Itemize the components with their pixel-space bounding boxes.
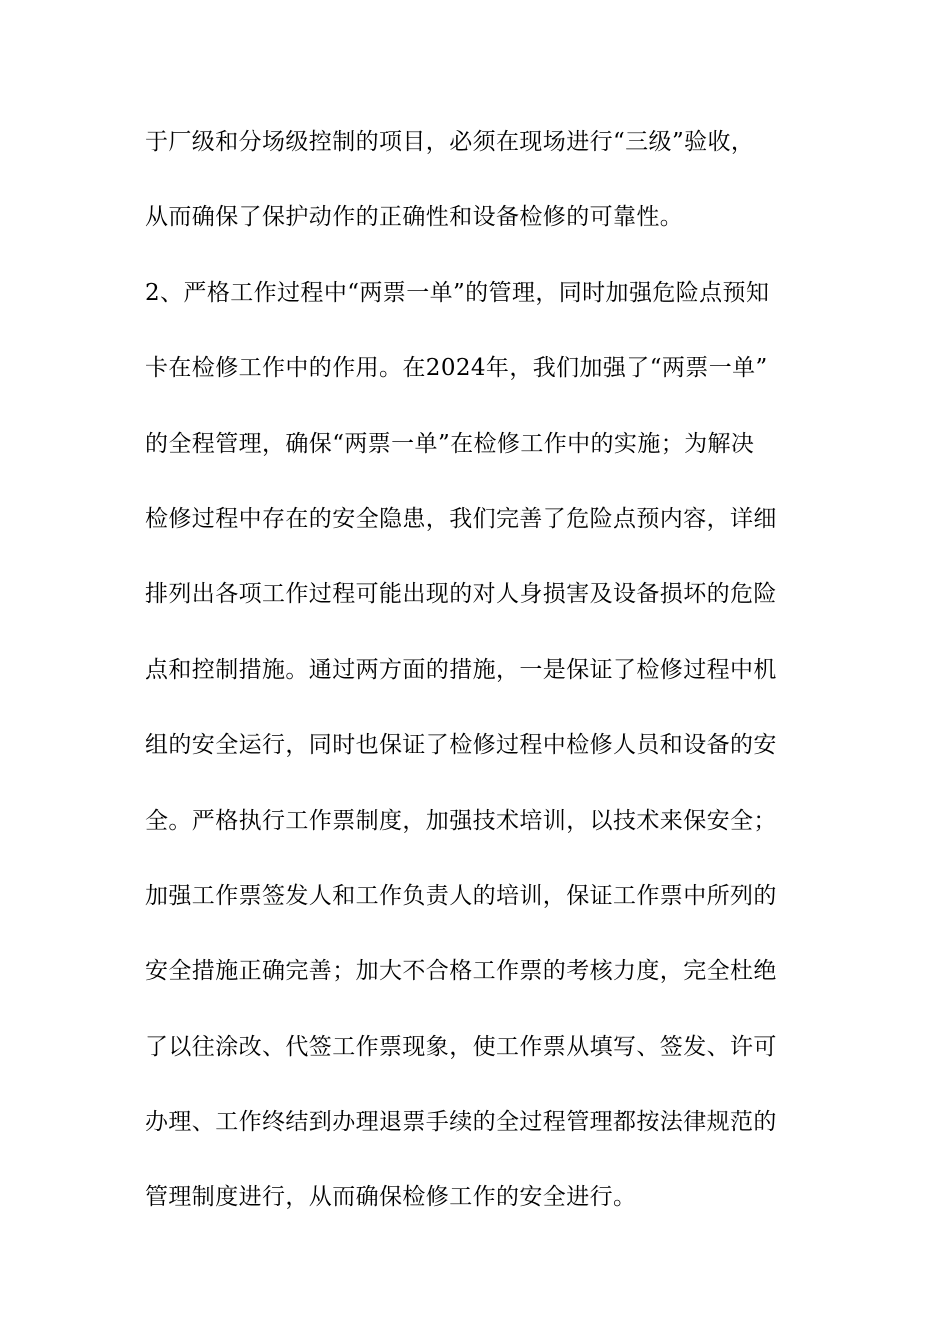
- text-line-10: 全。严格执行工作票制度，加强技术培训，以技术来保安全；: [145, 807, 777, 834]
- text-line-1: 于厂级和分场级控制的项目，必须在现场进行“三级”验收，: [145, 129, 755, 155]
- text-line-15: 管理制度进行，从而确保检修工作的安全进行。: [145, 1184, 637, 1211]
- text-line-13: 了以往涂改、代签工作票现象，使工作票从填写、签发、许可: [145, 1033, 777, 1060]
- text-line-11: 加强工作票签发人和工作负责人的培训，保证工作票中所列的: [145, 882, 777, 909]
- text-line-9: 组的安全运行，同时也保证了检修过程中检修人员和设备的安: [145, 732, 777, 759]
- text-line-3: 2、严格工作过程中“两票一单”的管理，同时加强危险点预知: [145, 279, 770, 306]
- text-line-12: 安全措施正确完善；加大不合格工作票的考核力度，完全杜绝: [145, 958, 777, 985]
- text-line-8: 点和控制措施。通过两方面的措施，一是保证了检修过程中机: [145, 656, 777, 683]
- text-line-7: 排列出各项工作过程可能出现的对人身损害及设备损坏的危险: [145, 581, 777, 608]
- text-line-5: 的全程管理，确保“两票一单”在检修工作中的实施；为解决: [145, 430, 755, 457]
- text-line-6: 检修过程中存在的安全隐患，我们完善了危险点预内容，详细: [145, 505, 777, 532]
- text-line-4: 卡在检修工作中的作用。在2024年，我们加强了“两票一单”: [145, 355, 768, 382]
- text-line-2: 从而确保了保护动作的正确性和设备检修的可靠性。: [145, 204, 684, 231]
- body-text: [145, 129, 815, 1260]
- text-line-14: 办理、工作终结到办理退票手续的全过程管理都按法律规范的: [145, 1109, 777, 1136]
